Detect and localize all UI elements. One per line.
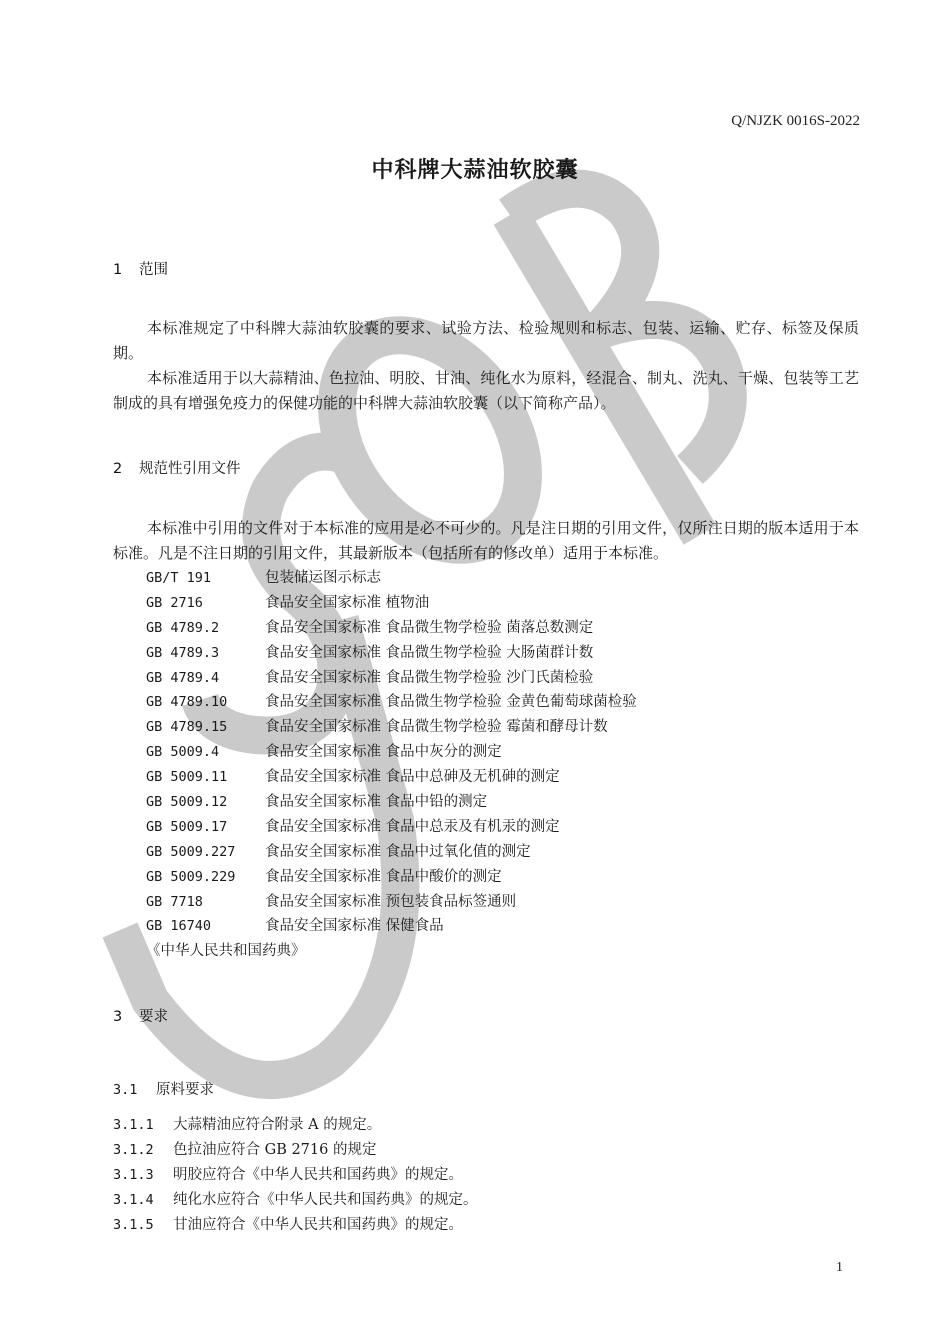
ref-code: GB 4789.10 xyxy=(146,694,228,711)
section-title: 范围 xyxy=(139,262,168,278)
clause-number: 3.1.4 xyxy=(113,1191,154,1208)
document-title: 中科牌大蒜油软胶囊 xyxy=(371,158,579,183)
ref-code: GB 16740 xyxy=(146,918,212,935)
list-item xyxy=(146,566,637,591)
ref-code: GB 2716 xyxy=(146,594,203,611)
ref-title: 食品安全国家标准 食品微生物学检验 大肠菌群计数 xyxy=(265,644,594,661)
list-item xyxy=(146,666,637,691)
ref-title: 食品安全国家标准 食品微生物学检验 沙门氏菌检验 xyxy=(265,669,594,686)
list-item xyxy=(146,840,637,865)
list-item xyxy=(113,1163,478,1188)
ref-title: 食品安全国家标准 食品微生物学检验 霉菌和酵母计数 xyxy=(265,719,608,736)
ref-title: 包装储运图示标志 xyxy=(265,570,381,586)
ref-code: GB 4789.2 xyxy=(146,619,220,636)
ref-title: 食品安全国家标准 食品中总砷及无机砷的测定 xyxy=(265,769,560,786)
ref-code: GB/T 191 xyxy=(146,570,212,586)
ref-code: GB 4789.4 xyxy=(146,669,220,686)
section-number: 2 xyxy=(113,461,123,477)
ref-title: 食品安全国家标准 预包装食品标签通则 xyxy=(265,893,517,910)
clause-number: 3.1.1 xyxy=(113,1117,154,1133)
list-item xyxy=(146,815,637,840)
list-item xyxy=(113,1113,478,1138)
section-number: 1 xyxy=(113,262,123,278)
list-item xyxy=(146,690,637,715)
refs-intro: 本标准中引用的文件对于本标准的应用是必不可少的。凡是注日期的引用文件，仅所注日期的版本适用于本标准。凡是不注日期的引用文件，其最新版本（包括所有的修改单）适用于本标准。 xyxy=(113,519,859,562)
list-item xyxy=(146,790,637,815)
clause-text: 色拉油应符合 GB 2716 的规定 xyxy=(173,1141,377,1158)
list-item xyxy=(146,890,637,915)
clause-text: 甘油应符合《中华人民共和国药典》的规定。 xyxy=(173,1216,463,1233)
ref-code: GB 5009.4 xyxy=(146,744,220,761)
clause-number: 3.1.3 xyxy=(113,1166,154,1183)
reference-list xyxy=(146,566,637,964)
ref-title: 食品安全国家标准 食品中过氧化值的测定 xyxy=(265,843,531,860)
ref-code: GB 4789.3 xyxy=(146,644,220,661)
ref-code: GB 4789.15 xyxy=(146,719,228,736)
list-item xyxy=(146,865,637,890)
list-item xyxy=(113,1138,478,1163)
clause-text: 大蒜精油应符合附录 A 的规定。 xyxy=(173,1117,382,1133)
section-title: 规范性引用文件 xyxy=(139,461,241,477)
ref-title: 食品安全国家标准 食品微生物学检验 金黄色葡萄球菌检验 xyxy=(265,694,637,711)
list-item xyxy=(113,1188,478,1213)
scope-paragraph-1: 本标准规定了中科牌大蒜油软胶囊的要求、试验方法、检验规则和标志、包装、运输、贮存、标签及保质期。 xyxy=(113,319,859,362)
ref-title: 食品安全国家标准 植物油 xyxy=(265,594,430,611)
standard-code: Q/NJZK 0016S-2022 xyxy=(731,113,860,129)
clause-number: 3.1.5 xyxy=(113,1216,154,1233)
list-item xyxy=(146,591,637,616)
list-item xyxy=(146,616,637,641)
list-item xyxy=(146,939,637,964)
section-requirements-heading xyxy=(113,1005,168,1026)
section-title: 要求 xyxy=(139,1009,168,1025)
page-number: 1 xyxy=(836,1260,843,1275)
list-item xyxy=(146,715,637,740)
ref-title: 食品安全国家标准 保健食品 xyxy=(265,918,444,935)
list-item xyxy=(146,914,637,939)
ref-code: GB 5009.229 xyxy=(146,868,236,885)
subsection-number: 3.1 xyxy=(113,1082,138,1098)
clause-number: 3.1.2 xyxy=(113,1141,154,1158)
list-item xyxy=(113,1213,478,1238)
ref-code: GB 7718 xyxy=(146,893,203,910)
ref-code: GB 5009.12 xyxy=(146,794,228,811)
list-item xyxy=(146,641,637,666)
section-scope-heading xyxy=(113,258,168,279)
ref-title: 食品安全国家标准 食品中总汞及有机汞的测定 xyxy=(265,818,560,835)
list-item xyxy=(146,740,637,765)
clause-text: 明胶应符合《中华人民共和国药典》的规定。 xyxy=(173,1166,463,1183)
ref-code: GB 5009.11 xyxy=(146,769,228,786)
ref-title: 《中华人民共和国药典》 xyxy=(146,943,306,960)
ref-code: GB 5009.17 xyxy=(146,818,228,835)
ref-title: 食品安全国家标准 食品微生物学检验 菌落总数测定 xyxy=(265,619,594,636)
list-item xyxy=(146,765,637,790)
subsection-raw-materials-heading xyxy=(113,1078,214,1099)
ref-code: GB 5009.227 xyxy=(146,843,236,860)
subsection-title: 原料要求 xyxy=(156,1082,214,1098)
section-number: 3 xyxy=(113,1009,123,1025)
clause-text: 纯化水应符合《中华人民共和国药典》的规定。 xyxy=(173,1191,478,1208)
ref-title: 食品安全国家标准 食品中铅的测定 xyxy=(265,794,488,811)
scope-paragraph-2: 本标准适用于以大蒜精油、色拉油、明胶、甘油、纯化水为原料，经混合、制丸、洗丸、干燥、包装等工艺制成的具有增强免疫力的保健功能的中科牌大蒜油软胶囊（以下简称产品）。 xyxy=(113,369,859,412)
ref-title: 食品安全国家标准 食品中灰分的测定 xyxy=(265,744,502,761)
section-refs-heading xyxy=(113,457,241,478)
ref-title: 食品安全国家标准 食品中酸价的测定 xyxy=(265,868,502,885)
clause-list xyxy=(113,1113,478,1237)
